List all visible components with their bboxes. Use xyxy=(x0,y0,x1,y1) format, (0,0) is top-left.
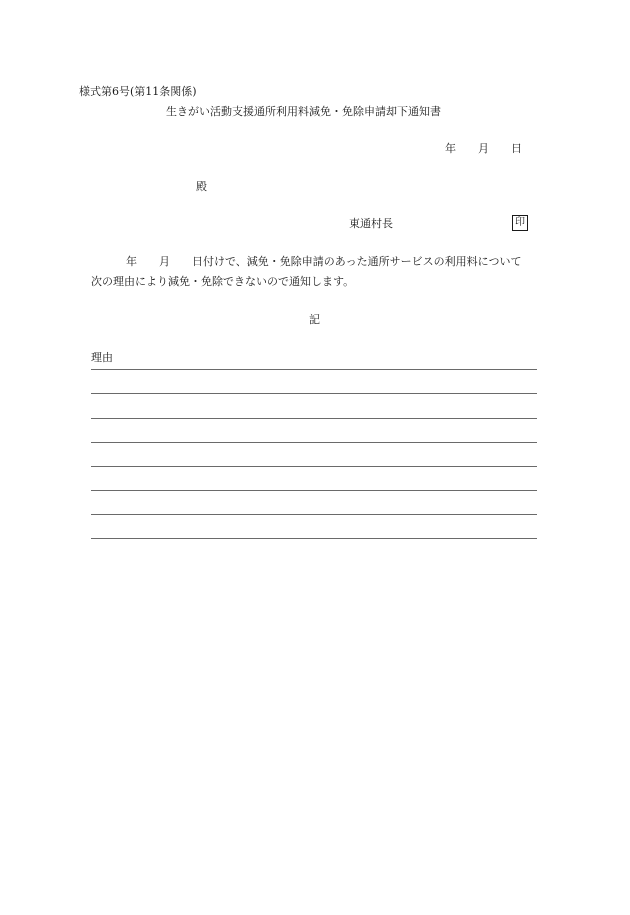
body-year: 年 xyxy=(126,255,137,268)
date-month: 月 xyxy=(478,142,489,155)
reason-line xyxy=(91,418,537,419)
notice-ki-heading: 記 xyxy=(309,313,320,326)
issuer-name: 東通村長 xyxy=(349,217,393,230)
body-line-1-rest: 日付けで、減免・免除申請のあった通所サービスの利用料について xyxy=(192,255,522,268)
recipient-honorific: 殿 xyxy=(196,180,207,193)
body-month: 月 xyxy=(159,255,170,268)
date-year: 年 xyxy=(445,142,456,155)
date-row xyxy=(445,143,522,154)
date-day: 日 xyxy=(511,142,522,155)
body-text-line-2: 次の理由により減免・免除できないので通知します。 xyxy=(91,275,355,288)
reason-line xyxy=(91,369,537,370)
document-title: 生きがい活動支援通所利用料減免・免除申請却下通知書 xyxy=(166,105,441,118)
reason-line xyxy=(91,466,537,467)
reason-line xyxy=(91,538,537,539)
form-number: 様式第6号(第11条関係) xyxy=(79,85,197,98)
reason-line xyxy=(91,490,537,491)
body-text-line-1 xyxy=(126,256,521,267)
reason-label: 理由 xyxy=(91,351,113,364)
reason-line xyxy=(91,442,537,443)
reason-line xyxy=(91,514,537,515)
reason-line xyxy=(91,393,537,394)
seal-stamp-box: 印 xyxy=(512,215,528,231)
